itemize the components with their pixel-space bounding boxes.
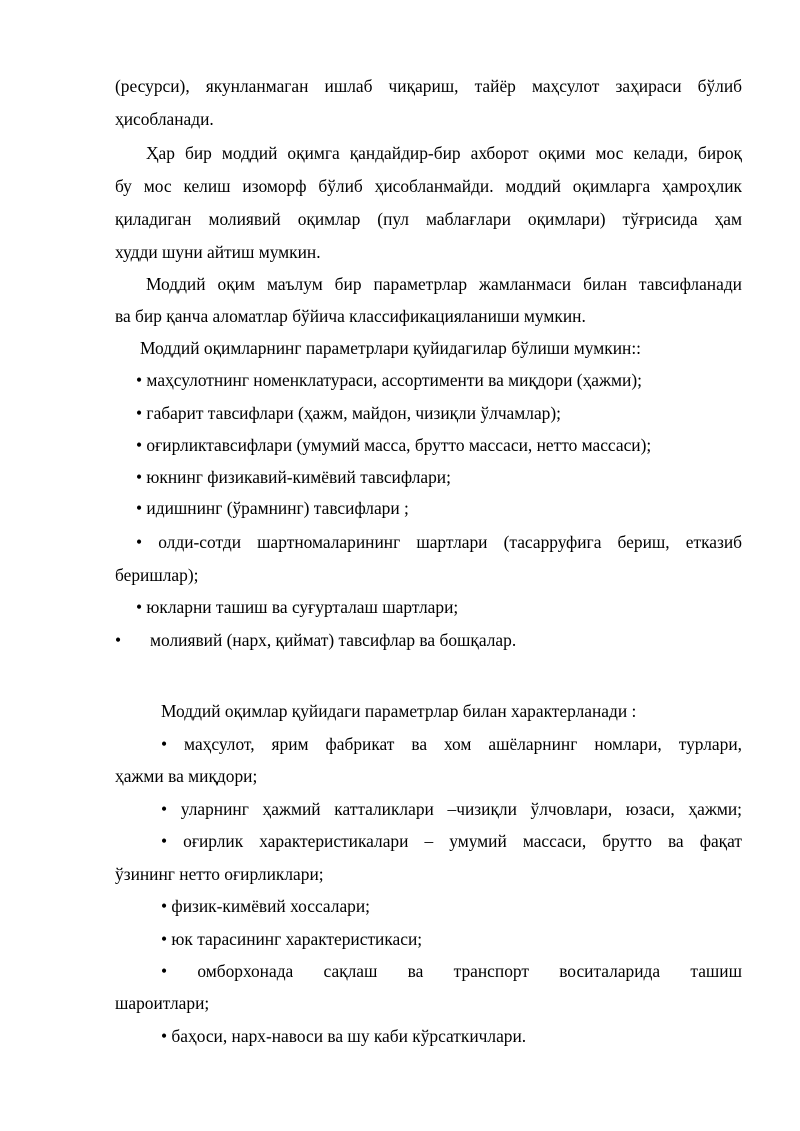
text-line: ҳисобланади. [115, 109, 214, 129]
list-item: • уларнинг ҳажмий катталиклари –чизиқли ўлчовлари, юзаси, ҳажми; [161, 799, 742, 819]
list-item: • маҳсулотнинг номенклатураси, ассортименти ва миқдори (ҳажми); [136, 370, 642, 390]
text-line: ўзининг нетто оғирликлари; [115, 864, 324, 884]
text-line: бу мос келиш изоморф бўлиб ҳисобланмайди. моддий оқимларга ҳамроҳлик [115, 176, 742, 196]
text-line: худди шуни айтиш мумкин. [115, 242, 321, 262]
list-item: • маҳсулот, ярим фабрикат ва хом ашёларнинг номлари, турлари, [161, 734, 742, 754]
list-item: • оғирликтавсифлари (умумий масса, брутто массаси, нетто массаси); [136, 435, 652, 455]
list-item: • олди-сотди шартномаларининг шартлари (тасарруфига бериш, етказиб [136, 532, 742, 552]
list-item: • юкларни ташиш ва суғурталаш шартлари; [136, 597, 459, 617]
text-line: Ҳар бир моддий оқимга қандайдир-бир ахборот оқими мос келади, бироқ [146, 143, 742, 163]
text-line: Моддий оқимларнинг параметрлари қуйидагилар бўлиши мумкин:: [140, 338, 641, 358]
text-line: Моддий оқим маълум бир параметрлар жамланмаси билан тавсифланади [146, 274, 742, 294]
text-line: қиладиган молиявий оқимлар (пул маблағлари оқимлари) тўғрисида ҳам [115, 209, 742, 229]
list-item: • идишнинг (ўрамнинг) тавсифлари ; [136, 498, 409, 518]
text-line: Моддий оқимлар қуйидаги параметрлар билан характерланади : [161, 701, 637, 721]
list-item: • габарит тавсифлари (ҳажм, майдон, чизиқли ўлчамлар); [136, 403, 562, 423]
text-line: беришлар); [115, 565, 199, 585]
list-item: • оғирлик характеристикалари – умумий массаси, брутто ва фақат [161, 831, 742, 851]
bullet-marker: • [115, 630, 122, 650]
list-item: • физик-кимёвий хоссалари; [161, 896, 370, 916]
list-item: • юк тарасининг характеристикаси; [161, 929, 423, 949]
text-line: шароитлари; [115, 993, 210, 1013]
list-item: • омборхонада сақлаш ва транспорт воситаларида ташиш [161, 961, 742, 981]
list-item: • баҳоси, нарх-навоси ва шу каби кўрсаткичлари. [161, 1026, 527, 1046]
list-item: • юкнинг физикавий-кимёвий тавсифлари; [136, 467, 451, 487]
list-item: молиявий (нарх, қиймат) тавсифлар ва бошқалар. [150, 630, 517, 650]
text-line: (ресурси), якунланмаган ишлаб чиқариш, тайёр маҳсулот заҳираси бўлиб [115, 76, 742, 96]
text-line: ҳажми ва миқдори; [115, 766, 258, 786]
text-line: ва бир қанча аломатлар бўйича классификацияланиши мумкин. [115, 306, 586, 326]
